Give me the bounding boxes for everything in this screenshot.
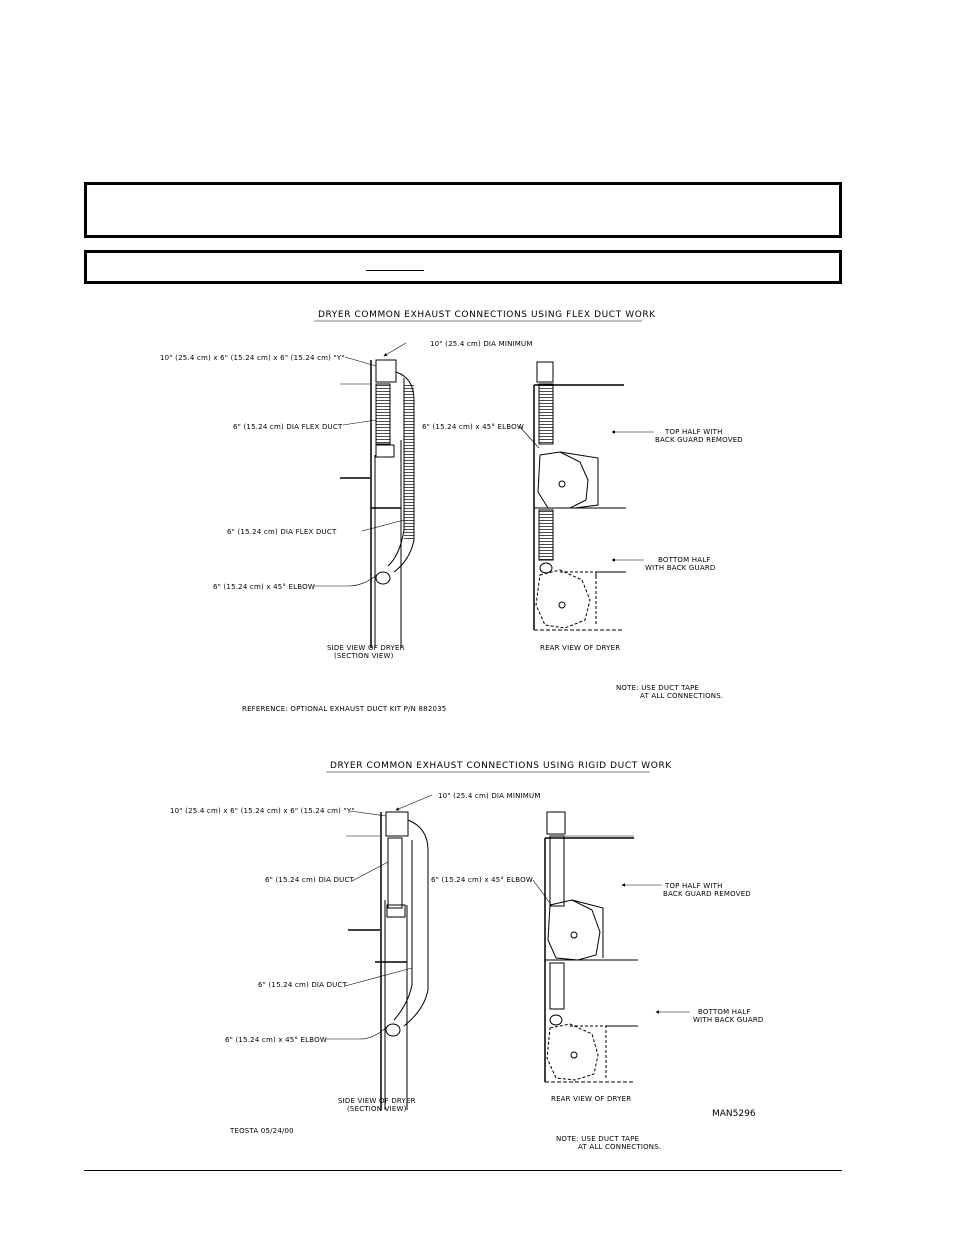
rigid-y-label: 10" (25.4 cm) x 6" (15.24 cm) x 6" (15.24 cm) "Y"	[170, 807, 355, 815]
rigid-rear-view: REAR VIEW OF DRYER	[551, 1095, 632, 1103]
rigid-side-view-1: SIDE VIEW OF DRYER	[338, 1097, 416, 1105]
flex-reference: REFERENCE: OPTIONAL EXHAUST DUCT KIT P/N 882035	[242, 705, 447, 713]
flex-note-2: AT ALL CONNECTIONS.	[640, 692, 724, 700]
rigid-duct-label-1: 6" (15.24 cm) DIA DUCT	[265, 876, 355, 884]
rigid-top-half-2: BACK GUARD REMOVED	[663, 890, 751, 898]
rigid-labels	[170, 792, 764, 1151]
drafter-stamp: TEOSTA 05/24/00	[230, 1127, 294, 1135]
rigid-bottom-half-2: WITH BACK GUARD	[693, 1016, 764, 1024]
rigid-top-half-1: TOP HALF WITH	[665, 882, 723, 890]
flex-bottom-half-2: WITH BACK GUARD	[645, 564, 716, 572]
flex-side-view-2: (SECTION VIEW)	[334, 652, 394, 660]
rigid-elbow-rear-label: 6" (15.24 cm) x 45° ELBOW	[431, 876, 533, 884]
rigid-min-dia-label: 10" (25.4 cm) DIA MINIMUM	[438, 792, 541, 800]
flex-title: DRYER COMMON EXHAUST CONNECTIONS USING FLEX DUCT WORK	[318, 310, 656, 320]
flex-labels	[160, 340, 743, 713]
flex-duct-label-1: 6" (15.24 cm) DIA FLEX DUCT	[233, 423, 343, 431]
rigid-bottom-half-1: BOTTOM HALF	[698, 1008, 751, 1016]
rigid-note-1: NOTE: USE DUCT TAPE	[556, 1135, 640, 1143]
rigid-side-view-2: (SECTION VIEW)	[347, 1105, 407, 1113]
flex-side-view-1: SIDE VIEW OF DRYER	[327, 644, 405, 652]
rigid-title: DRYER COMMON EXHAUST CONNECTIONS USING RIGID DUCT WORK	[330, 761, 672, 771]
footer-rule	[84, 1170, 842, 1171]
flex-rear-view: REAR VIEW OF DRYER	[540, 644, 621, 652]
flex-min-dia-label: 10" (25.4 cm) DIA MINIMUM	[430, 340, 533, 348]
flex-top-half-2: BACK GUARD REMOVED	[655, 436, 743, 444]
rigid-elbow-side-label: 6" (15.24 cm) x 45° ELBOW	[225, 1036, 327, 1044]
rigid-note-2: AT ALL CONNECTIONS.	[578, 1143, 662, 1151]
flex-elbow-side-label: 6" (15.24 cm) x 45° ELBOW	[213, 583, 315, 591]
drawing-number: MAN5296	[712, 1109, 756, 1119]
flex-y-label: 10" (25.4 cm) x 6" (15.24 cm) x 6" (15.24 cm) "Y"	[160, 354, 345, 362]
flex-top-half-1: TOP HALF WITH	[665, 428, 723, 436]
flex-duct-label-2: 6" (15.24 cm) DIA FLEX DUCT	[227, 528, 337, 536]
flex-note-1: NOTE: USE DUCT TAPE	[616, 684, 700, 692]
flex-elbow-rear-label: 6" (15.24 cm) x 45° ELBOW	[422, 423, 524, 431]
rigid-duct-diagram	[326, 761, 690, 1110]
flex-duct-diagram	[314, 310, 656, 648]
rigid-duct-label-2: 6" (15.24 cm) DIA DUCT	[258, 981, 348, 989]
flex-bottom-half-1: BOTTOM HALF	[658, 556, 711, 564]
